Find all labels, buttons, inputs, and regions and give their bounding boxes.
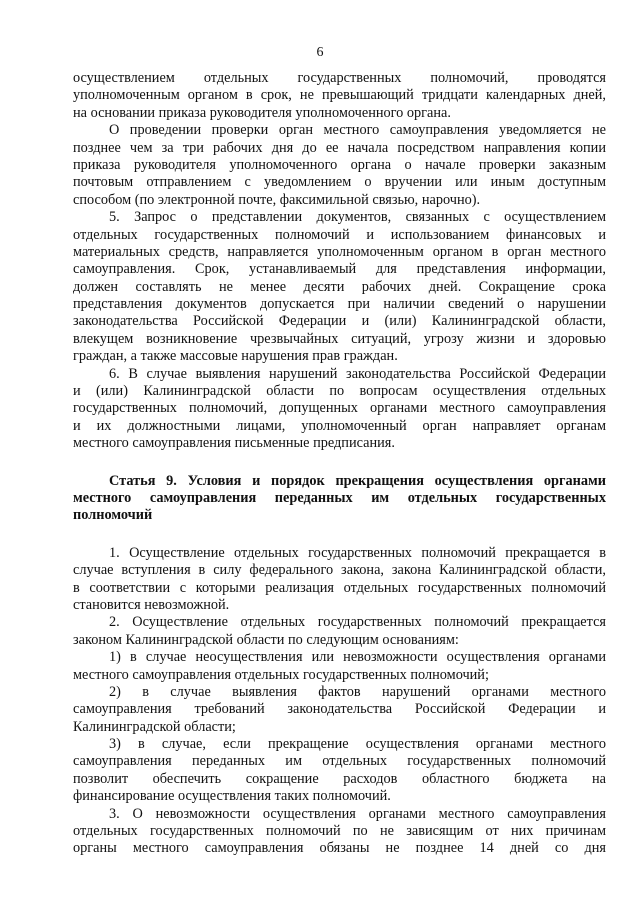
list-item-1 <box>73 649 606 684</box>
text-line: влекущем возникновение чрезвычайных ситуаций, угрозу жизни и здоровью <box>73 330 606 347</box>
text-line: государственных полномочий, допущенных органами местного самоуправления <box>73 400 606 417</box>
list-item-3 <box>73 736 606 806</box>
text-line: граждан, а также массовые нарушения прав граждан. <box>73 348 398 365</box>
text-line: 5. Запрос о представлении документов, связанных с осуществлением <box>109 209 606 226</box>
text-line: позднее чем за три рабочих дня до ее начала посредством направления копии <box>73 139 606 156</box>
heading-line: полномочий <box>73 507 153 524</box>
text-line: законодательства Российской Федерации и (или) Калининградской области, <box>73 313 606 330</box>
text-line: 2) в случае выявления фактов нарушений органами местного <box>109 683 606 700</box>
paragraph-art9-3 <box>73 806 606 858</box>
text-line: почтовым отправлением с уведомлением о вручении или иным доступным <box>73 174 606 191</box>
text-line: 1) в случае неосуществления или невозможности осуществления органами <box>109 649 606 666</box>
text-line: становится невозможной. <box>73 596 230 613</box>
text-line: О проведении проверки орган местного самоуправления уведомляется не <box>109 122 606 139</box>
text-line: отдельных государственных полномочий и использованием финансовых и <box>73 226 606 243</box>
text-line: органы местного самоуправления обязаны не позднее 14 дней со дня <box>73 840 606 857</box>
text-line: на основании приказа руководителя уполномоченного органа. <box>73 104 451 121</box>
text-line: местного самоуправления отдельных государственных полномочий; <box>73 666 489 683</box>
text-line: уполномоченным органом в срок, не превышающий тридцати календарных дней, <box>73 87 606 104</box>
text-line: должен составлять не менее десяти рабочих дней. Сокращение срока <box>73 278 606 295</box>
paragraph-2 <box>73 122 606 209</box>
text-line: самоуправления требований законодательства Российской Федерации и <box>73 701 606 718</box>
text-line: 1. Осуществление отдельных государственных полномочий прекращается в <box>109 544 606 561</box>
text-line: и их должностными лицами, уполномоченный орган направляет органам <box>73 417 606 434</box>
text-line: финансирование осуществления таких полномочий. <box>73 788 391 805</box>
text-line: способом (по электронной почте, факсимильной связью, нарочно). <box>73 191 481 208</box>
text-line: 6. В случае выявления нарушений законодательства Российской Федерации <box>109 365 606 382</box>
text-line: случае вступления в силу федерального закона, закона Калининградской области, <box>73 562 606 579</box>
text-line: отдельных государственных полномочий по не зависящим от них причинам <box>73 823 606 840</box>
page-number: 6 <box>316 45 324 60</box>
paragraph-6 <box>73 366 606 453</box>
text-line: осуществлением отдельных государственных полномочий, проводятся <box>73 70 606 86</box>
article-heading <box>73 473 606 525</box>
text-line: и (или) Калининградской области по вопросам осуществления отдельных <box>73 383 606 400</box>
text-line: 3. О невозможности осуществления органами местного самоуправления <box>109 805 606 822</box>
text-line: представления документов допускается при наличии сведений о нарушении <box>73 296 606 313</box>
text-line: Калининградской области; <box>73 718 236 735</box>
text-line: местного самоуправления письменные предписания. <box>73 435 395 452</box>
list-item-2 <box>73 684 606 736</box>
paragraph-art9-1 <box>73 545 606 615</box>
paragraph-1 <box>73 70 606 122</box>
text-line: в соответствии с которыми реализация отдельных государственных полномочий <box>73 579 606 596</box>
text-line: 3) в случае, если прекращение осуществления органами местного <box>109 736 606 753</box>
text-line: 2. Осуществление отдельных государственных полномочий прекращается <box>109 614 606 631</box>
text-line: материальных средств, направляется уполномоченным органом в орган местного <box>73 243 606 260</box>
document-body <box>73 70 606 858</box>
paragraph-art9-2 <box>73 614 606 649</box>
text-line: законом Калининградской области по следующим основаниям: <box>73 631 459 648</box>
text-line: позволит обеспечить сокращение расходов областного бюджета на <box>73 770 606 787</box>
heading-line: местного самоуправления переданных им отдельных государственных <box>73 489 606 506</box>
paragraph-5 <box>73 209 606 366</box>
text-line: самоуправления. Срок, устанавливаемый для представления информации, <box>73 261 606 278</box>
heading-line: Статья 9. Условия и порядок прекращения осуществления органами <box>109 472 606 489</box>
text-line: самоуправления переданных им отдельных государственных полномочий <box>73 753 606 770</box>
text-line: приказа руководителя уполномоченного органа о начале проверки заказным <box>73 156 606 173</box>
